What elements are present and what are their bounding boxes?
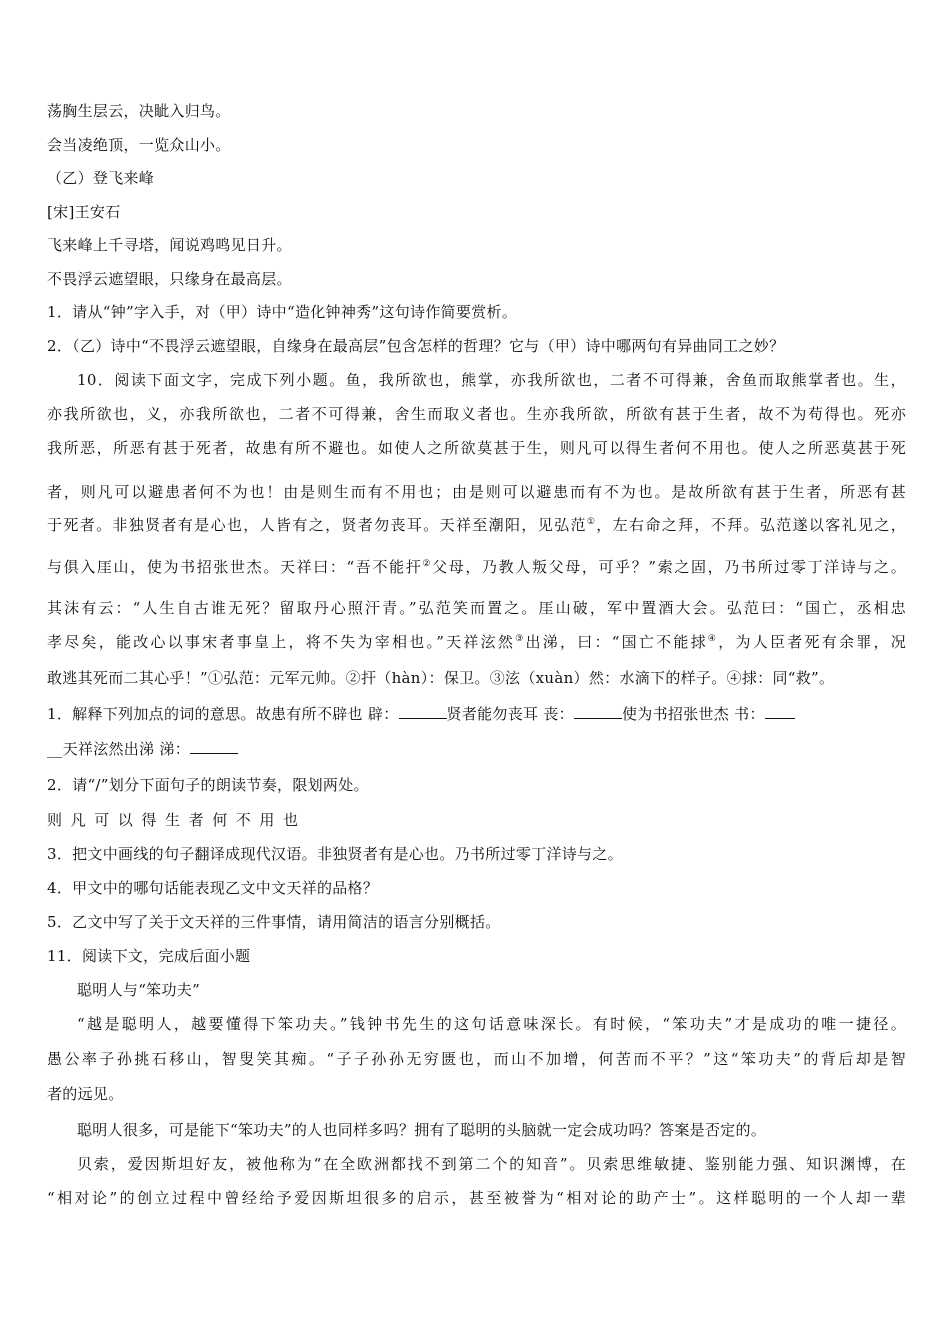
article-line: “越是聪明人，越要懂得下笨功夫。”钱钟书先生的这句话意味深长。有时候，“笨功夫”才是成功的唯一捷径。 [77, 1015, 906, 1033]
passage-line: 亦我所欲也，义，亦我所欲也，二者不可得兼，舍生而取义者也。生亦我所欲，所欲有甚于生者，故不为苟得也。死亦 [47, 405, 906, 423]
article-line: 贝索，爱因斯坦好友，被他称为“在全欧洲都找不到第二个的知音”。贝索思维敏捷、鉴别能力强、知识渊博，在 [77, 1155, 906, 1173]
sub-question-1 [47, 704, 906, 724]
question-item: 2．（乙）诗中“不畏浮云遮望眼，自缘身在最高层”包含怎样的哲理？它与（甲）诗中哪两句有异曲同工之妙？ [47, 337, 785, 355]
passage-text: 于死者。非独贤者有是心也，人皆有之，贤者勿丧耳。天祥至潮阳，见弘范 [47, 516, 587, 534]
article-line: 愚公率子孙挑石移山，智叟笑其痴。“子子孙孙无穷匮也，而山不加增，何苦而不平？”这“笨功夫”的背后却是智 [47, 1050, 906, 1068]
footnote-mark: ③ [515, 634, 526, 644]
passage-text: 出涕，曰：“国亡不能捄 [525, 633, 708, 651]
passage-line [47, 632, 906, 652]
article-line: 聪明人很多，可是能下“笨功夫”的人也同样多吗？拥有了聪明的头脑就一定会成功吗？答案是否定的。 [77, 1121, 767, 1139]
question-item: 1．请从“钟”字入手，对（甲）诗中“造化钟神秀”这句诗作简要赏析。 [47, 303, 518, 321]
footnote-mark: ① [586, 517, 597, 527]
passage-text: 孝尽矣，能改心以事宋者事皇上，将不失为宰相也。”天祥泫然 [47, 633, 516, 651]
passage-text: 父母，乃教人叛父母，可乎？”索之固，乃书所过零丁洋诗与之。 [432, 558, 906, 576]
poem-line: 荡胸生层云，决眦入归鸟。 [47, 102, 231, 120]
article-line: 者的远见。 [47, 1085, 124, 1103]
passage-text: 与俱入厓山，使为书招张世杰。天祥曰：“吾不能扞 [47, 558, 423, 576]
article-title: 聪明人与“笨功夫” [77, 981, 201, 999]
poem-heading: （乙）登飞来峰 [47, 169, 155, 187]
poem-author: [宋]王安石 [47, 203, 121, 221]
question-text: 贤者能勿丧耳 丧： [446, 705, 574, 723]
answer-blank[interactable] [399, 704, 447, 719]
sub-question-3: 3．把文中画线的句子翻译成现代汉语。非独贤者有是心也。乃书所过零丁洋诗与之。 [47, 845, 623, 863]
sub-question-5: 5．乙文中写了关于文天祥的三件事情，请用简洁的语言分别概括。 [47, 913, 501, 931]
question-heading: 11．阅读下文，完成后面小题 [47, 947, 251, 965]
poem-line: 飞来峰上千寻塔，闻说鸡鸣见日升。 [47, 236, 292, 254]
answer-blank[interactable] [190, 739, 238, 754]
passage-line: 我所恶，所恶有甚于死者，故患有所不避也。如使人之所欲莫甚于生，则凡可以得生者何不用也。使人之所恶莫甚于死 [47, 439, 906, 457]
sub-question-2: 2．请“/”划分下面句子的朗读节奏，限划两处。 [47, 776, 369, 794]
passage-line: 者，则凡可以避患者何不为也！由是则生而有不用也；由是则可以避患而有不为也。是故所欲有甚于生者，所恶有甚 [47, 483, 906, 501]
passage-line [47, 515, 906, 535]
poem-line: 会当凌绝顶，一览众山小。 [47, 136, 231, 154]
answer-blank[interactable] [765, 704, 795, 719]
answer-blank[interactable] [574, 704, 622, 719]
poem-line: 不畏浮云遮望眼，只缘身在最高层。 [47, 270, 292, 288]
sub-question-1-cont [47, 739, 906, 759]
rhythm-sentence: 则凡可以得生者何不用也 [47, 811, 307, 829]
question-text: __天祥泫然出涕 涕： [47, 740, 191, 758]
passage-line [47, 557, 906, 577]
passage-notes: 敢逃其死而二其心乎！”①弘范：元军元帅。②扞（hàn）：保卫。③泫（xuàn）然：水滴下的样子。④捄：同“救”。 [47, 669, 835, 687]
passage-text: ，为人臣者死有余罪，况 [718, 633, 906, 651]
passage-text: ，左右命之拜，不拜。弘范遂以客礼见之， [596, 516, 906, 534]
sub-question-4: 4．甲文中的哪句话能表现乙文中文天祥的品格？ [47, 879, 379, 897]
question-text: 使为书招张世杰 书： [622, 705, 765, 723]
article-line: “相对论”的创立过程中曾经给予爱因斯坦很多的启示，甚至被誉为“相对论的助产士”。这样聪明的一个人却一辈 [47, 1189, 906, 1207]
question-text: 1．解释下列加点的词的意思。故患有所不辟也 辟： [47, 705, 399, 723]
passage-line: 10．阅读下面文字，完成下列小题。鱼，我所欲也，熊掌，亦我所欲也，二者不可得兼，舍鱼而取熊掌者也。生， [77, 371, 906, 389]
footnote-mark: ② [422, 559, 433, 569]
footnote-mark: ④ [707, 634, 719, 644]
passage-line: 其沫有云：“人生自古谁无死？留取丹心照汗青。”弘范笑而置之。厓山破，军中置酒大会。弘范曰：“国亡，丞相忠 [47, 599, 906, 617]
